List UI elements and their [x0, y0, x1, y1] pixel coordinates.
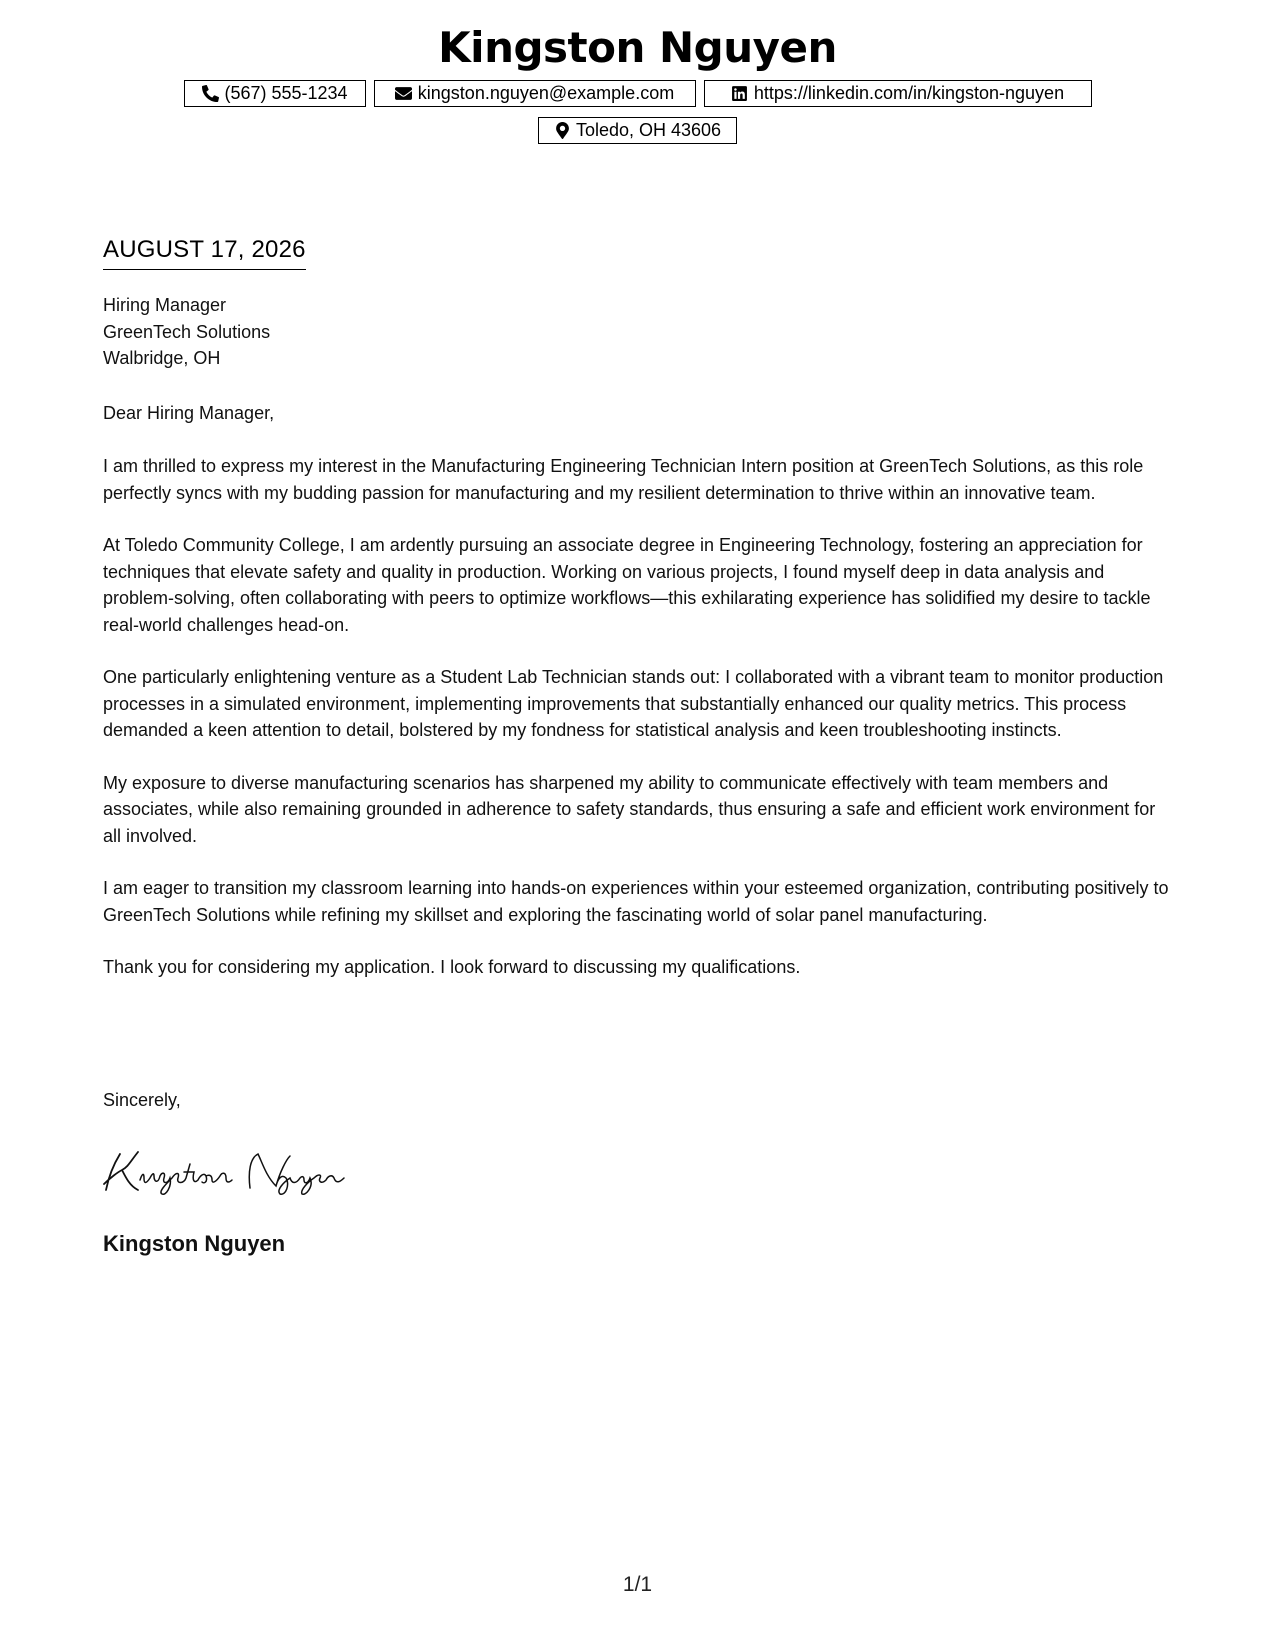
contact-phone[interactable] [184, 80, 366, 107]
contact-email[interactable] [374, 80, 696, 107]
salutation: Dear Hiring Manager, [103, 403, 275, 423]
linkedin-icon [731, 85, 749, 103]
handwritten-signature [100, 1142, 370, 1198]
contact-row [0, 80, 1275, 107]
contact-location-text: Toledo, OH 43606 [575, 120, 722, 140]
recipient-title: Hiring Manager [103, 295, 227, 315]
contact-row-location [0, 117, 1275, 144]
map-marker-icon [554, 122, 571, 140]
body-paragraph: I am thrilled to express my interest in the Manufacturing Engineering Technician Intern position at GreenTech Solutions, as this role perfectly syncs with my budding passion for manufacturing and my resilient determination to thrive within an innovative team. [103, 456, 1144, 503]
body-paragraph: Thank you for considering my application. I look forward to discussing my qualifications. [103, 957, 801, 977]
recipient-city: Walbridge, OH [103, 348, 221, 368]
envelope-icon [395, 85, 413, 103]
contact-location [538, 117, 737, 144]
letter-body [103, 400, 1175, 1007]
contact-email-text: kingston.nguyen@example.com [417, 83, 675, 103]
body-paragraph: One particularly enlightening venture as a Student Lab Technician stands out: I collaborated with a vibrant team to monitor production processes in a simulated environment, implementing improvements that substantially enhanced our quality metrics. This process demanded a keen attention to detail, bolstered by my fondness for statistical analysis and keen troubleshooting instincts. [103, 667, 1164, 740]
applicant-name-heading: Kingston Nguyen [438, 23, 837, 72]
contact-linkedin-text: https://linkedin.com/in/kingston-nguyen [753, 83, 1065, 103]
letter-date: AUGUST 17, 2026 [103, 235, 306, 270]
signer-name: Kingston Nguyen [103, 1231, 286, 1256]
page-number: 1/1 [622, 1573, 653, 1596]
body-paragraph: My exposure to diverse manufacturing scenarios has sharpened my ability to communicate effectively with team members and associates, while also remaining grounded in adherence to safety standards, thus ensuring a safe and efficient work environment for all involved. [103, 772, 1156, 846]
recipient-company: GreenTech Solutions [103, 321, 271, 342]
body-paragraph: At Toledo Community College, I am ardently pursuing an associate degree in Engineering Technology, fostering an appreciation for techniques that elevate safety and quality in production. Working on various projects, I found myself deep in data analysis and problem-solving, often collaborating with peers to optimize workflows—this exhilarating experience has solidified my desire to tackle real-world challenges head-on. [103, 535, 1151, 635]
body-paragraph: I am eager to transition my classroom learning into hands-on experiences within your esteemed organization, contributing positively to GreenTech Solutions while refining my skillset and exploring the fascinating world of solar panel manufacturing. [103, 878, 1169, 925]
contact-linkedin[interactable] [704, 80, 1092, 107]
closing: Sincerely, [103, 1090, 181, 1110]
phone-icon [201, 85, 219, 103]
recipient-block [103, 292, 270, 372]
contact-phone-text: (567) 555-1234 [224, 83, 348, 103]
